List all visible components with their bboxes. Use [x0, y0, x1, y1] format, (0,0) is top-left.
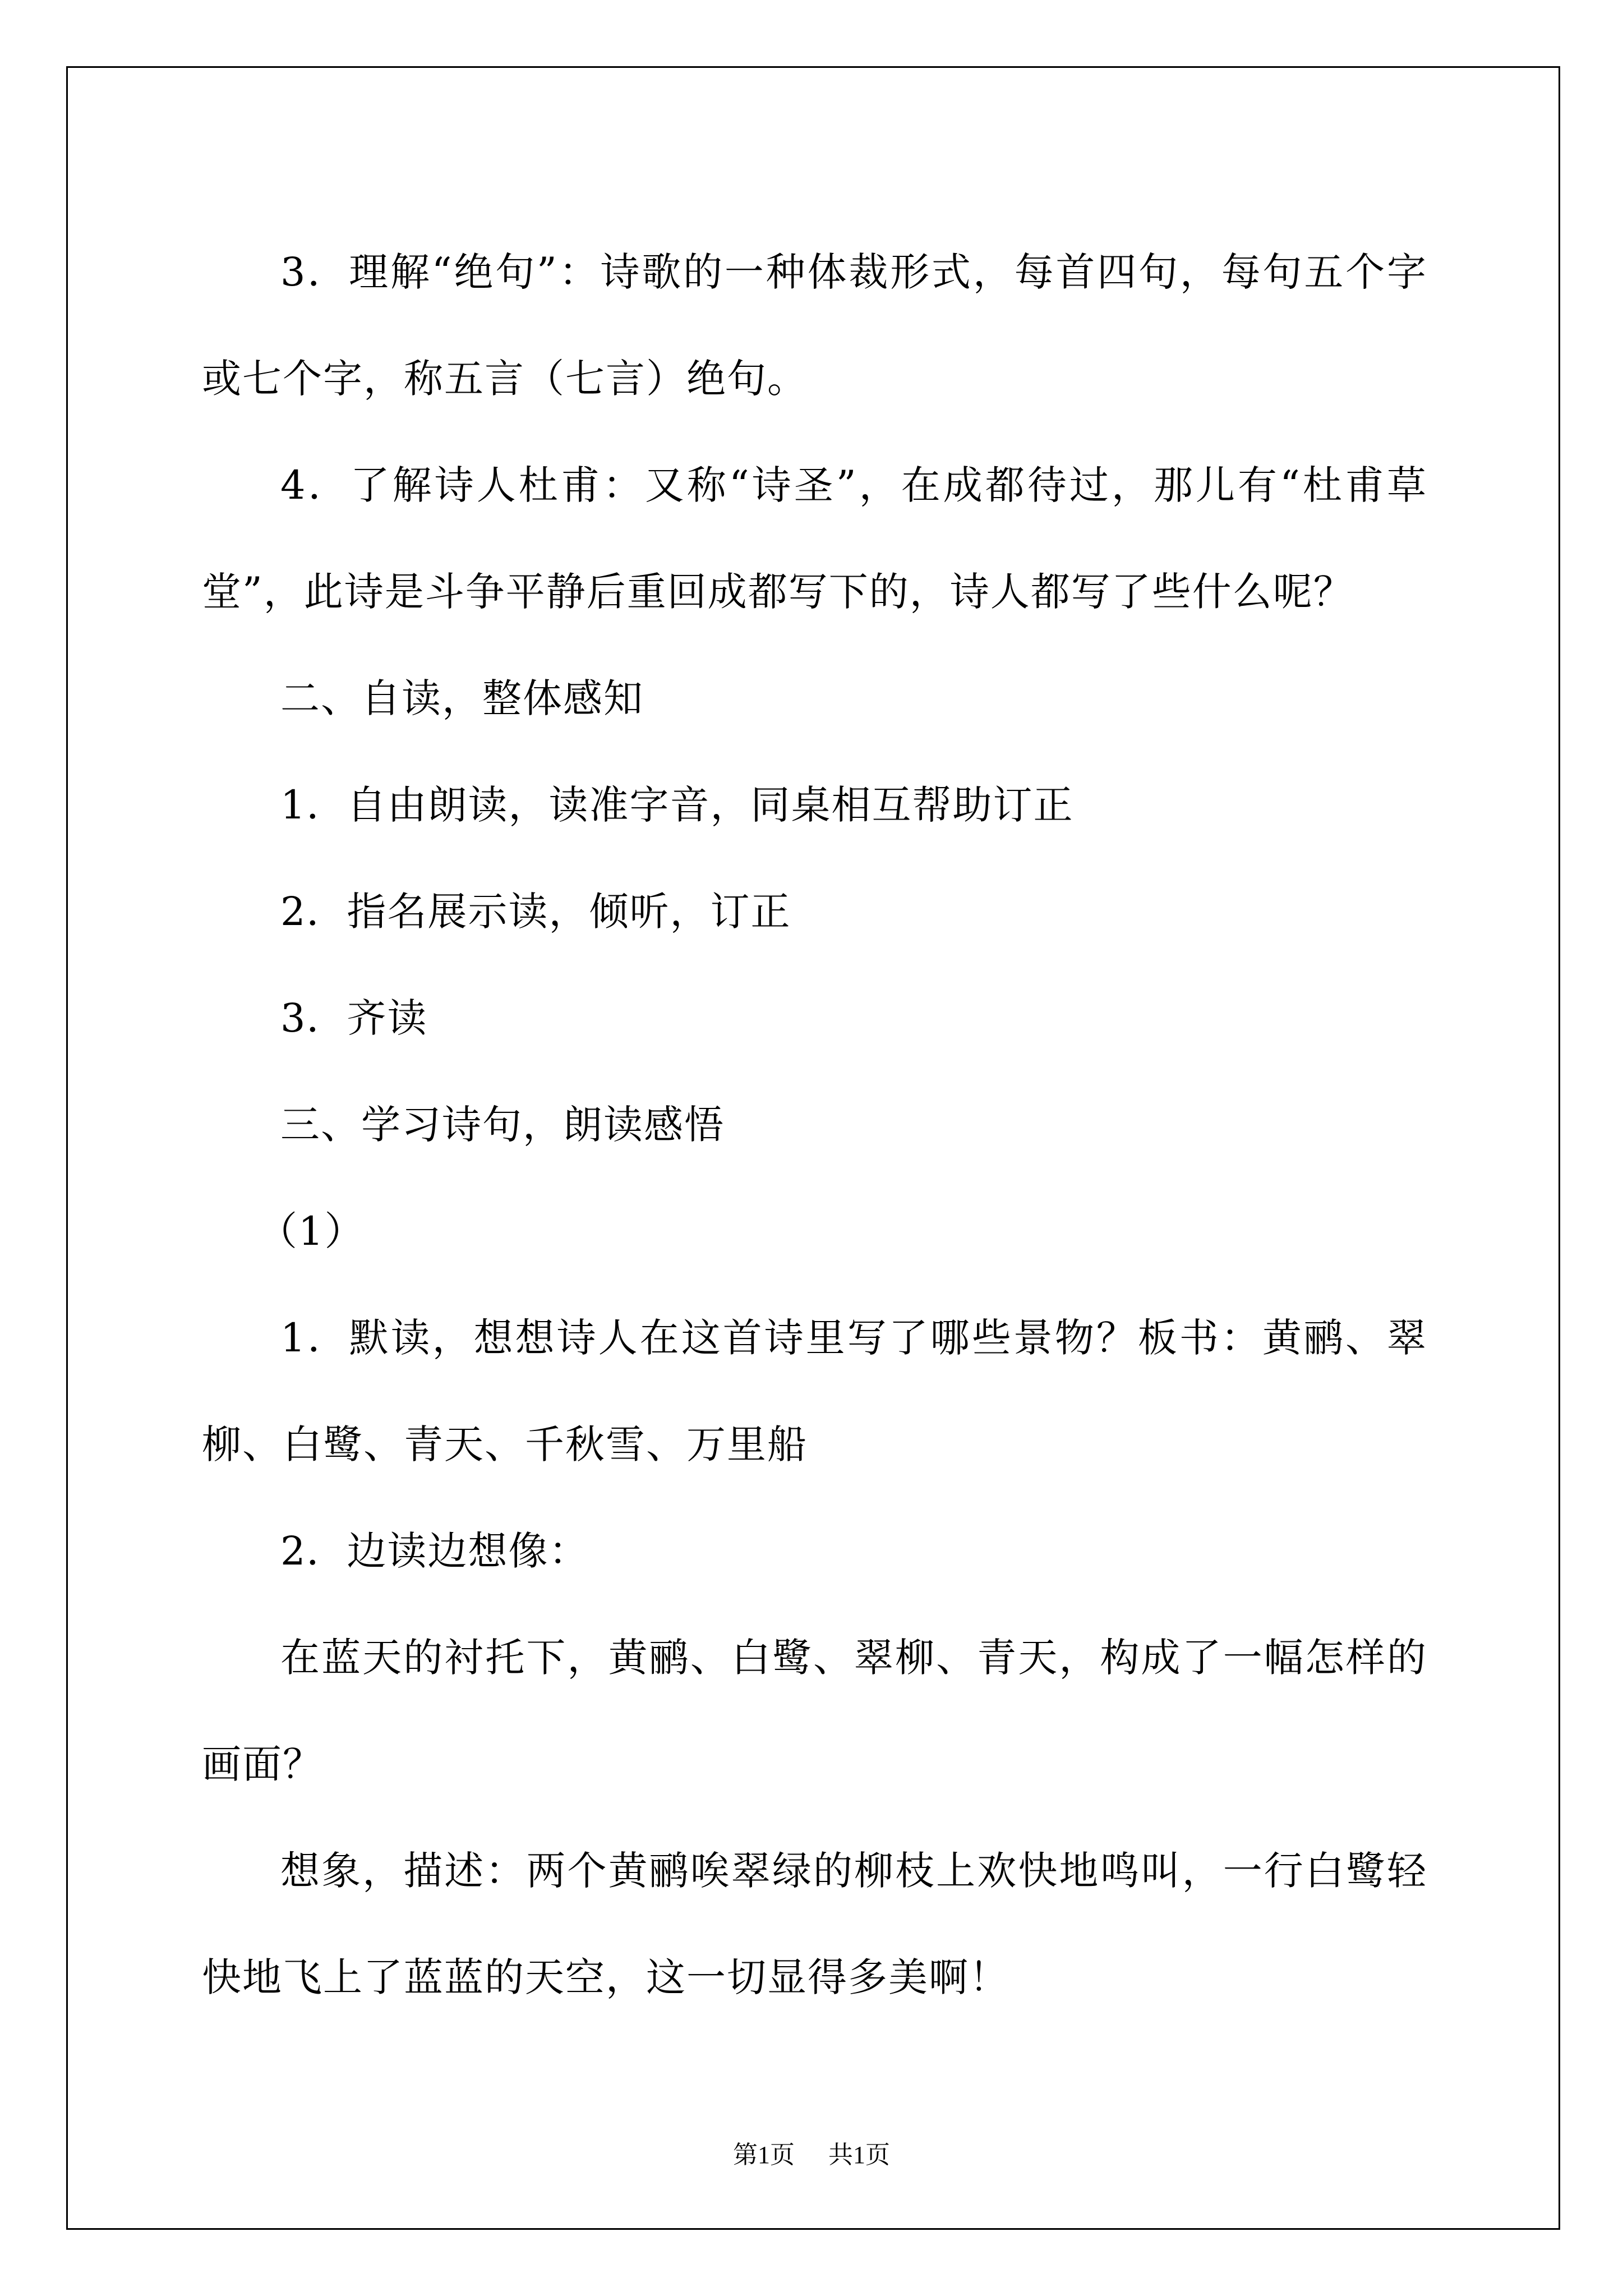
document-body: [202, 219, 1427, 2031]
paragraph-du-fu-intro: 4．了解诗人杜甫：又称“诗圣”，在成都待过，那儿有“杜甫草堂”，此诗是斗争平静后重回成都写下的，诗人都写了些什么呢？: [202, 462, 1427, 615]
paragraph-picture-question: 在蓝天的衬托下，黄鹂、白鹭、翠柳、青天，构成了一幅怎样的画面？: [202, 1635, 1427, 1787]
page-total: 共1页: [828, 2141, 890, 2169]
paragraph-imagine-describe: 想象，描述：两个黄鹂唉翠绿的柳枝上欢快地鸣叫，一行白鹭轻快地飞上了蓝蓝的天空，这一切显得多美啊！: [202, 1848, 1427, 2000]
paragraph-group-reading: 3．齐读: [280, 995, 428, 1041]
section-heading-study-verses: 三、学习诗句，朗读感悟: [280, 1102, 725, 1148]
page-number: 第1页: [733, 2141, 795, 2169]
page-footer: [0, 2134, 1623, 2170]
section-heading-self-reading: 二、自读，整体感知: [280, 675, 644, 721]
paragraph-free-reading: 1．自由朗读，读准字音，同桌相互帮助订正: [280, 782, 1074, 828]
paragraph-silent-reading: 1．默读，想想诗人在这首诗里写了哪些景物？板书：黄鹂、翠柳、白鹭、青天、千秋雪、万里船: [202, 1315, 1427, 1467]
paragraph-named-reading: 2．指名展示读，倾听，订正: [280, 889, 791, 935]
subsection-number: （1）: [258, 1208, 365, 1254]
paragraph-understand-jueju: 3．理解“绝句”：诗歌的一种体裁形式，每首四句，每句五个字或七个字，称五言（七言）绝句。: [202, 249, 1427, 402]
paragraph-read-and-imagine: 2．边读边想像：: [280, 1528, 589, 1574]
